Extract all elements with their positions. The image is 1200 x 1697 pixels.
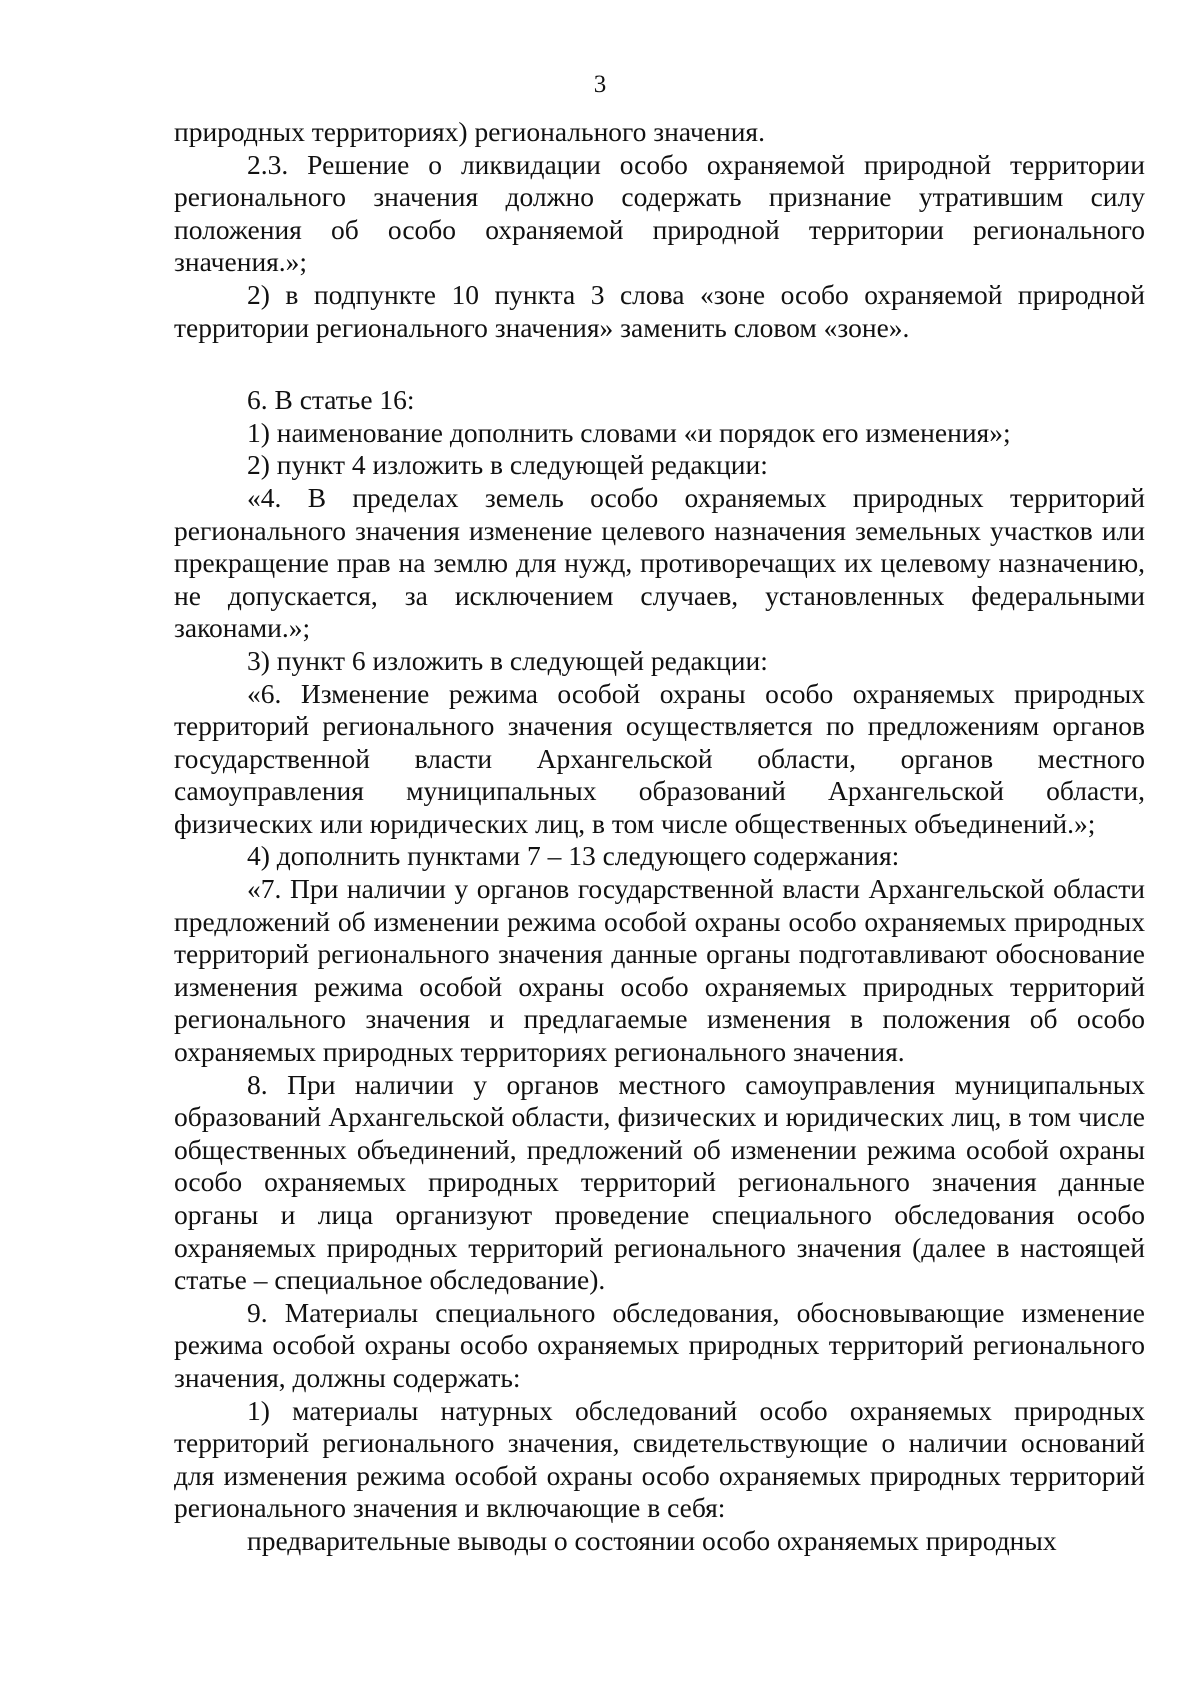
- paragraph-point-9-text: 9. Материалы специального обследования, обосновывающие изменение режима особой охраны особо охраняемых природных территорий регионального значения, должны содержать:: [174, 1296, 1145, 1393]
- paragraph-article-16-heading: 6. В статье 16:: [247, 384, 415, 416]
- paragraph-point-9-item-1: 1) материалы натурных обследований особо охраняемых природных территорий регионального значения, свидетельствующие о наличии оснований для изменения режима особой охраны особо охраняемых природных территорий регионального значения и включающие в себя:: [174, 1394, 1145, 1524]
- paragraph-point-4-text: «4. В пределах земель особо охраняемых природных территорий регионального значения изменение целевого назначения земельных участков или прекращение прав на землю для нужд, противоречащих их целевому назначению, не допускается, за исключением случаев, установленных федеральными законами.»;: [174, 481, 1145, 644]
- paragraph-point-6-text: «6. Изменение режима особой охраны особо охраняемых природных территорий регионального значения осуществляется по предложениям органов государственной власти Архангельской области, органов местного самоуправления муниципальных образований Архангельской области, физических или юридических лиц, в том числе общественных объединений.»;: [174, 677, 1145, 839]
- paragraph-item-4-points-7-13: 4) дополнить пунктами 7 – 13 следующего содержания:: [247, 840, 900, 872]
- paragraph-subitem-2: 2) в подпункте 10 пункта 3 слова «зоне особо охраняемой природной территории регионального значения» заменить словом «зоне».: [174, 278, 1145, 343]
- paragraph-preliminary-conclusions: предварительные выводы о состоянии особо охраняемых природных: [247, 1524, 1057, 1556]
- page-number: 3: [593, 71, 607, 98]
- paragraph-item-2-point-4: 2) пункт 4 изложить в следующей редакции:: [247, 449, 768, 481]
- paragraph-continuation: природных территориях) регионального значения.: [174, 116, 765, 147]
- paragraph-2-3-liquidation: 2.3. Решение о ликвидации особо охраняемой природной территории регионального значения должно содержать признание утратившим силу положения об особо охраняемой природной территории регионального значения.»;: [174, 148, 1145, 278]
- paragraph-item-1-name: 1) наименование дополнить словами «и порядок его изменения»;: [247, 416, 1011, 448]
- paragraph-point-8-text: 8. При наличии у органов местного самоуправления муниципальных образований Архангельской области, физических и юридических лиц, в том числе общественных объединений, предложений об изменении режима особой охраны особо охраняемых природных территорий регионального значения данные органы и лица организуют проведение специального обследования особо охраняемых природных территорий регионального значения (далее в настоящей статье – специальное обследование).: [174, 1068, 1145, 1296]
- paragraph-item-3-point-6: 3) пункт 6 изложить в следующей редакции:: [247, 644, 768, 676]
- section-spacer: [174, 344, 1145, 384]
- document-body: [174, 116, 1145, 1558]
- paragraph-point-7-text: «7. При наличии у органов государственной власти Архангельской области предложений об изменении режима особой охраны особо охраняемых природных территорий регионального значения данные органы подготавливают обоснование изменения режима особой охраны особо охраняемых природных территорий регионального значения и предлагаемые изменения в положения об особо охраняемых природных территориях регионального значения.: [174, 873, 1145, 1068]
